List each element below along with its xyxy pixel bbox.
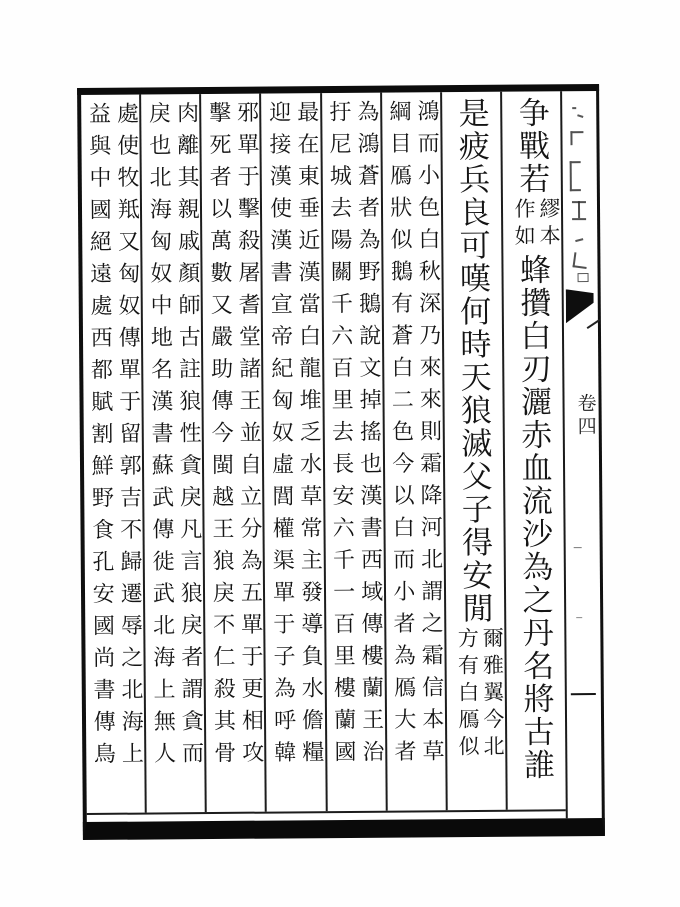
commentary-column-4 [199, 94, 265, 812]
page-frame [77, 84, 605, 840]
commentary-column-2 [320, 93, 386, 811]
note-right-half: 繆本 [536, 197, 562, 252]
note-right-half: 邪單于擊殺屠耆堂諸王並自立分為五單于更相攻 [233, 100, 264, 773]
note-left-half: 迎接漢使漢書宣帝紀匈奴虛閭權渠單于子為呼韓 [265, 100, 296, 773]
note-right-half: 爾雅翼今北 [480, 626, 506, 762]
note-right-half: 最在東垂近漢當白龍堆乏水草常主發導負水儋糧 [293, 100, 324, 773]
interlinear-note [511, 197, 561, 251]
note-left-half: 戾也北海匈奴中地名漢書蘇武傳徙武北海上無人 [145, 101, 176, 774]
verse-column-2 [440, 92, 506, 810]
commentary-column-6 [81, 95, 145, 813]
ink-mark [575, 238, 583, 242]
verse-text: 争戰若 [512, 96, 550, 196]
interlinear-note [454, 627, 505, 762]
ink-mark [578, 273, 589, 282]
note-right-half: 鴻而小色白秋深乃來來則霜降河北謂之霜信本草 [413, 99, 445, 772]
ink-mark [570, 131, 583, 145]
note-left-half: 益與中國絕遠處西都賦割鮮野食孔安國尚書傳鳥 [85, 101, 116, 774]
ink-mark [572, 107, 576, 109]
volume-label: 卷四 [574, 392, 597, 440]
note-left-half: 方有白鴈似 [455, 626, 481, 763]
commentary-column-1 [380, 92, 446, 810]
note-right-half: 為鴻蒼者為野鵝說文掉搖也漢書西域傳樓蘭王治 [353, 99, 385, 772]
margin-dash [576, 617, 582, 618]
ink-mark [578, 201, 580, 218]
note-left-half: 作如 [511, 197, 537, 252]
right-margin [560, 91, 602, 818]
verse-text: 蜂攢白刃灑赤血流沙為之丹名將古誰 [513, 253, 555, 782]
verse-column-1 [500, 91, 566, 809]
triangle-stroke-mark [587, 319, 601, 329]
ink-mark [570, 161, 581, 191]
note-right-half: 肉離其親戚顏師古註狼性貪戾凡言狼戾者謂貪而 [173, 101, 204, 774]
note-left-half: 擊死者以萬數又嚴助傳今閩越王狼戾不仁殺其骨 [205, 100, 236, 774]
margin-rule [571, 693, 596, 695]
commentary-column-3 [259, 93, 325, 811]
triangle-mark [566, 289, 594, 323]
note-right-half: 處使牧羝又匈奴傳單于留郭吉不歸遷辱之北海上 [113, 101, 144, 774]
commentary-column-5 [139, 94, 205, 812]
note-left-half: 綱目鴈狀似鵝有蒼白二色今以白而小者為鴈大者 [385, 99, 417, 772]
margin-dash [574, 547, 582, 548]
ink-mark [572, 218, 586, 220]
ink-mark [573, 252, 589, 269]
note-left-half: 扜尼城去陽關千六百里去長安六千一百里樓蘭國 [325, 99, 357, 773]
ink-mark [577, 114, 583, 118]
text-block [81, 91, 566, 815]
verse-text: 是疲兵良可嘆何時天狼滅父子得安閒 [452, 96, 493, 626]
